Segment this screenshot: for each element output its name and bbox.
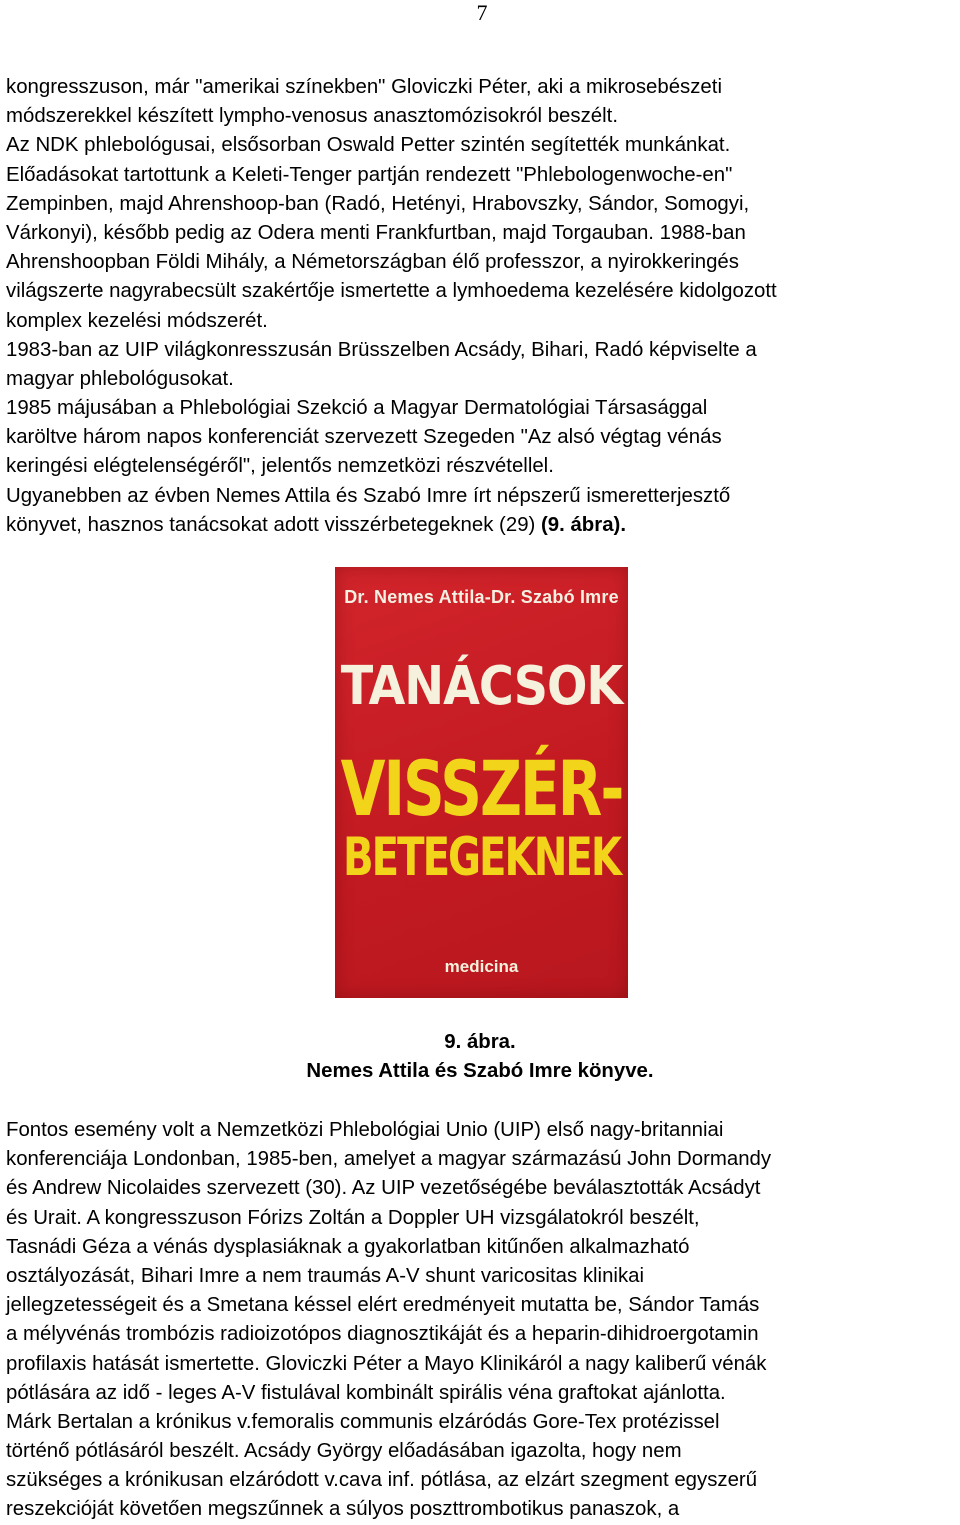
text-line: Ahrenshoopban Földi Mihály, a Németországban élő professzor, a nyirokkeringés: [6, 251, 739, 274]
text-line: karöltve három napos konferenciát szervezett Szegeden "Az alsó végtag vénás: [6, 426, 722, 449]
text-line: osztályozását, Bihari Imre a nem traumás A-V shunt varicositas klinikai: [6, 1264, 645, 1287]
text-line: jellegzetességeit és a Smetana késsel elért eredményeit mutatta be, Sándor Tamás: [6, 1294, 760, 1317]
cover-subtitle-1: VISSZÉR-: [340, 744, 623, 834]
text-line: és Urait. A kongresszuson Fórizs Zoltán a Doppler UH vizsgálatokról beszélt,: [6, 1206, 700, 1229]
last-line-text: könyvet, hasznos tanácsokat adott visszérbetegeknek (29): [6, 513, 541, 536]
text-line: konferenciája Londonban, 1985-ben, amelyet a magyar származású John Dormandy: [6, 1148, 772, 1171]
text-line: reszekcióját követően megszűnnek a súlyos poszttrombotikus panaszok, a: [6, 1498, 680, 1521]
book-cover-image: [335, 567, 628, 998]
figure-caption-label: 9. ábra.: [444, 1031, 516, 1053]
figure-caption-text: Nemes Attila és Szabó Imre könyve.: [306, 1060, 654, 1082]
text-line: magyar phlebológusokat.: [6, 367, 234, 390]
text-line: Márk Bertalan a krónikus v.femoralis communis elzáródás Gore-Tex protézissel: [6, 1410, 720, 1433]
text-line: Zempinben, majd Ahrenshoop-ban (Radó, Hetényi, Hrabovszky, Sándor, Somogyi,: [6, 192, 750, 215]
text-line: Ugyanebben az évben Nemes Attila és Szabó Imre írt népszerű ismeretterjesztő: [6, 484, 731, 507]
cover-authors: Dr. Nemes Attila-Dr. Szabó Imre: [344, 587, 619, 607]
text-line: Várkonyi), később pedig az Odera menti Frankfurtban, majd Torgauban. 1988-ban: [6, 221, 746, 244]
cover-subtitle-2: BETEGEKNEK: [343, 828, 620, 888]
cover-publisher: medicina: [444, 957, 519, 976]
text-line: szükséges a krónikusan elzáródott v.cava inf. pótlása, az elzárt szegment egyszerű: [6, 1469, 758, 1492]
text-line: profilaxis hatását ismertette. Gloviczki Péter a Mayo Klinikáról a nagy kaliberű vénák: [6, 1352, 767, 1375]
text-line: történő pótlásáról beszélt. Acsády György előadásában igazolta, hogy nem: [6, 1440, 682, 1463]
text-line: kongresszuson, már "amerikai színekben" Gloviczki Péter, aki a mikrosebészeti: [6, 76, 722, 98]
text-line-last: [6, 511, 960, 540]
text-line: Az NDK phlebológusai, elsősorban Oswald Petter szintén segítették munkánkat.: [6, 134, 731, 157]
text-line: pótlására az idő - leges A-V fistulával kombinált spirális véna graftokat ajánlotta.: [6, 1381, 726, 1404]
text-line: módszerekkel készített lympho-venosus anasztomózisokról beszélt.: [6, 105, 618, 128]
text-line: a mélyvénás trombózis radioizotópos diagnosztikáját és a heparin-dihidroergotamin: [6, 1323, 759, 1346]
text-line: világszerte nagyrabecsült szakértője ismertette a lymhoedema kezelésére kidolgozott: [6, 280, 777, 303]
text-line: 1985 májusában a Phlebológiai Szekció a Magyar Dermatológiai Társasággal: [6, 397, 708, 420]
text-line: Tasnádi Géza a vénás dysplasiáknak a gyakorlatban kitűnően alkalmazható: [6, 1235, 690, 1258]
top-paragraph: [6, 73, 960, 540]
text-line: és Andrew Nicolaides szervezett (30). Az UIP vezetőségébe beválasztották Acsádyt: [6, 1177, 761, 1200]
text-line: Fontos esemény volt a Nemzetközi Phlebológiai Unio (UIP) első nagy-britanniai: [6, 1119, 724, 1141]
figure-reference: (9. ábra).: [541, 513, 626, 536]
text-line: 1983-ban az UIP világkonresszusán Brüsszelben Acsády, Bihari, Radó képviselte a: [6, 338, 757, 361]
text-line: keringési elégtelenségéről", jelentős nemzetközi részvétellel.: [6, 455, 554, 478]
bottom-paragraph: [6, 1116, 960, 1525]
page-number: 7: [476, 0, 488, 25]
text-line: komplex kezelési módszerét.: [6, 309, 268, 332]
cover-title: TANÁCSOK: [340, 655, 623, 718]
text-line: Előadásokat tartottunk a Keleti-Tenger partján rendezett "Phlebologenwoche-en": [6, 163, 733, 186]
